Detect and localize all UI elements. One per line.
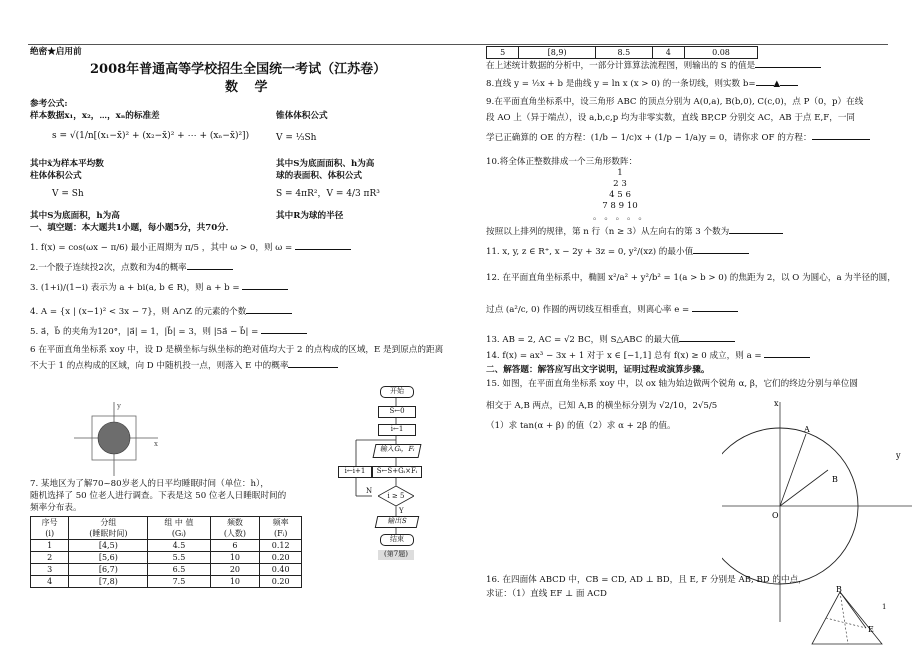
question-16-line1: 16. 在四面体 ABCD 中，CB = CD, AD ⊥ BD，且 E, F 分别是 AB, BD 的中点， (486, 575, 807, 585)
question-4: 4. A = {x | (x−1)² < 3x − 7}，则 A∩Z 的元素的个数 (30, 304, 292, 319)
table-cell: 0.12 (260, 540, 302, 552)
question-7-cont: 在上述统计数据的分析中，一部分计算算法流程图，则输出的 S 的值是 (486, 58, 821, 73)
table-row (487, 47, 758, 59)
cylinder-formula: V = Sh (52, 189, 84, 199)
flow-update: S←S+Gᵢ×Fᵢ (372, 466, 422, 478)
flow-yes-label: Y (399, 507, 404, 515)
flow-no-label: N (366, 487, 373, 495)
question-12-line2: 过点 (a²/c, 0) 作圆的两切线互相垂直，则离心率 e = (486, 302, 738, 317)
table-cell: 6 (210, 540, 260, 552)
table-cell: 0.08 (684, 47, 757, 59)
col-header-freq: 频率 (Fᵢ) (260, 517, 302, 540)
table-cell: 0.40 (260, 564, 302, 576)
table-cell: [5,6) (69, 552, 148, 564)
table-cell: 1 (31, 540, 69, 552)
table-cell: 4 (31, 576, 69, 588)
q6-region-figure (66, 398, 162, 478)
cone-note: 其中S为底面面积、h为高 (276, 159, 375, 169)
table-cell: [4,5) (69, 540, 148, 552)
col-header-count: 频数 (人数) (210, 517, 260, 540)
sd-label: 样本数据x₁，x₂，⋯，xₙ的标准差 (30, 111, 160, 121)
table-row (31, 552, 302, 564)
question-3: 3. (1+i)/(1−i) 表示为 a + bi(a, b ∈ R)，则 a + b = (30, 280, 288, 295)
table-cell: 2 (31, 552, 69, 564)
question-9-line2: 段 AO 上（异于端点），设 a,b,c,p 均为非零实数，直线 BP,CP 分别交 AC，AB 于点 E,F，一同 (486, 113, 856, 123)
flow-increment: i←i+1 (338, 466, 372, 478)
table-cell: 5.5 (148, 552, 210, 564)
number-triangle (590, 168, 650, 223)
circle-y-label: y (896, 451, 901, 460)
reference-heading: 参考公式: (30, 99, 68, 109)
col-header-group: 分组 (睡眠时间) (69, 517, 148, 540)
table-cell: 5 (487, 47, 519, 59)
flow-init-s: S←0 (378, 406, 416, 418)
q6-disc (98, 422, 130, 454)
table-cell: 3 (31, 564, 69, 576)
question-15-line1: 15. 如图，在平面直角坐标系 xoy 中，以 ox 轴为始边做两个锐角 α, β，它们的终边分别与单位圆 (486, 379, 858, 389)
confidential-mark: 绝密★启用前 (30, 47, 82, 57)
cone-label: 锥体体积公式 (276, 111, 328, 121)
section1-heading: 一、填空题：本大题共1小题，每小题5分，共70分． (30, 223, 235, 233)
triangle-row: 2 3 (613, 179, 627, 189)
table-cell: 4.5 (148, 540, 210, 552)
question-15-line3: （1）求 tan(α + β) 的值（2）求 α + 2β 的值。 (486, 421, 676, 431)
table-row (31, 576, 302, 588)
question-6-line1: 6 在平面直角坐标系 xoy 中，设 D 是横坐标与纵坐标的绝对值均大于 2 的点构成的区域，E 是到原点的距离 (30, 345, 444, 355)
question-6-line2: 不大于 1 的点构成的区域，向 D 中随机投一点，则落入 E 中的概率 (30, 358, 338, 373)
q6-x-label: x (154, 440, 158, 448)
question-10: 10.将全体正整数排成一个三角形数阵： (486, 157, 638, 167)
tetrahedron-figure (806, 584, 912, 646)
frequency-table-head (31, 517, 302, 540)
point-a-label: A (804, 425, 810, 434)
sphere-label: 球的表面积、体积公式 (276, 171, 362, 181)
terminal-side-a (780, 434, 806, 506)
left-column (30, 46, 458, 646)
question-9-line1: 9.在平面直角坐标系中，设三角形 ABC 的顶点分别为 A(0,a), B(b,0), C(c,0)，点 P（0，p）在线 (486, 97, 864, 107)
question-7-line2: 随机选择了 50 位老人进行调查。下表是这 50 位老人日睡眠时间的 (30, 491, 287, 501)
flowchart (336, 384, 446, 624)
circle-x-label: x (774, 399, 779, 408)
header-rule (28, 44, 888, 45)
flow-caption: (第7题) (378, 550, 414, 560)
table-row (31, 540, 302, 552)
question-5: 5. a⃗，b⃗ 的夹角为120°，|a⃗| = 1，|b⃗| = 3，则 |5a⃗ − b⃗| = (30, 324, 307, 339)
sphere-formula: S = 4πR²，V = 4/3 πR³ (276, 189, 380, 199)
table-cell: [6,7) (69, 564, 148, 576)
cylinder-note: 其中S为底面积，h为高 (30, 211, 120, 221)
cone-formula: V = ⅓Sh (276, 133, 317, 143)
triangle-row: 7 8 9 10 (602, 201, 638, 211)
flow-condition (378, 486, 414, 506)
tetra-b-label: B (836, 585, 842, 594)
table-cell: [8,9) (519, 47, 596, 59)
flow-condition-label: i ≥ 5 (387, 492, 405, 500)
question-13: 13. AB = 2, AC = √2 BC，则 S△ABC 的最大值 (486, 332, 735, 347)
point-b-label: B (832, 475, 838, 484)
subject-title: 数 学 (225, 80, 274, 95)
cylinder-label: 柱体体积公式 (30, 171, 82, 181)
flow-end: 结束 (380, 534, 414, 546)
table-row (31, 564, 302, 576)
col-header-index: 序号 (i) (31, 517, 69, 540)
terminal-side-b (780, 470, 828, 506)
tetra-e-label: E (868, 625, 874, 634)
question-7-line3: 频率分布表。 (30, 503, 82, 513)
table-cell: 6.5 (148, 564, 210, 576)
question-12-line1: 12. 在平面直角坐标系中，椭圆 x²/a² + y²/b² = 1(a > b > 0) 的焦距为 2，以 O 为圆心，a 为半径的圆， (486, 273, 896, 283)
triangle-row: 。 。 。 。 。 (593, 212, 647, 222)
table-cell: 0.20 (260, 576, 302, 588)
question-10-b: 按照以上排列的规律，第 n 行（n ≥ 3）从左向右的第 3 个数为 (486, 224, 783, 239)
question-9-line3: 学已正确算的 OE 的方程：(1/b − 1/c)x + (1/p − 1/a)y = 0，请你求 OF 的方程： (486, 130, 870, 145)
flow-start: 开始 (380, 386, 414, 398)
frequency-table (30, 516, 302, 588)
table-cell: [7,8) (69, 576, 148, 588)
triangle-row: 1 (617, 168, 623, 178)
right-column (486, 46, 914, 646)
table-cell: 10 (210, 552, 260, 564)
flow-input: 输入Gᵢ，Fᵢ (373, 444, 422, 458)
table-cell: 4 (652, 47, 684, 59)
question-1: 1. f(x) = cos(ωx − π/6) 最小正周期为 π/5 ，其中 ω > 0，则 ω = (30, 240, 351, 255)
flow-init-i: i←1 (378, 424, 416, 436)
question-15-line2: 相交于 A,B 两点，已知 A,B 的横坐标分别为 √2/10，2√5/5 (486, 401, 718, 411)
question-2: 2.一个骰子连续投2次，点数和为4的概率 (30, 260, 233, 275)
table-cell: 7.5 (148, 576, 210, 588)
tetra-edge (840, 592, 866, 628)
q6-y-label: y (117, 402, 121, 410)
question-8: 8.直线 y = ½x + b 是曲线 y = ln x (x > 0) 的一条切线，则实数 b= ▲ (486, 76, 798, 91)
sphere-note: 其中R为球的半径 (276, 211, 344, 221)
section2-heading: 二、解答题：解答应写出文字说明，证明过程或演算步骤。 (486, 365, 710, 375)
question-7-line1: 7. 某地区为了解70~80岁老人的日平均睡眠时间（单位：h）， (30, 479, 269, 489)
triangle-row: 4 5 6 (609, 190, 631, 200)
exam-title: 2008年普通高等学校招生全国统一考试（江苏卷） (90, 62, 387, 77)
question-14: 14. f(x) = ax³ − 3x + 1 对于 x ∈ [−1,1] 总有 f(x) ≥ 0 成立，则 a = (486, 348, 810, 363)
table-cell: 10 (210, 576, 260, 588)
answer-marker: ▲ (773, 79, 781, 89)
page-number: 1 (882, 603, 887, 611)
sd-note: 其中x̄为样本平均数 (30, 159, 104, 169)
question-11: 11. x, y, z ∈ R⁺, x − 2y + 3z = 0, y²/(xz) 的最小值 (486, 244, 749, 259)
table-cell: 20 (210, 564, 260, 576)
flow-output: 输出S (375, 516, 420, 528)
sd-formula: s = √(1/n[(x₁−x̄)² + (x₂−x̄)² + ⋯ + (xₙ−x̄)²]) (52, 131, 250, 141)
question-16-line2: 求证：（1）直线 EF ⊥ 面 ACD (486, 589, 607, 599)
col-header-midpoint: 组 中 值 (Gᵢ) (148, 517, 210, 540)
table-cell: 8.5 (595, 47, 652, 59)
table-cell: 0.20 (260, 552, 302, 564)
origin-label: O (772, 511, 779, 520)
